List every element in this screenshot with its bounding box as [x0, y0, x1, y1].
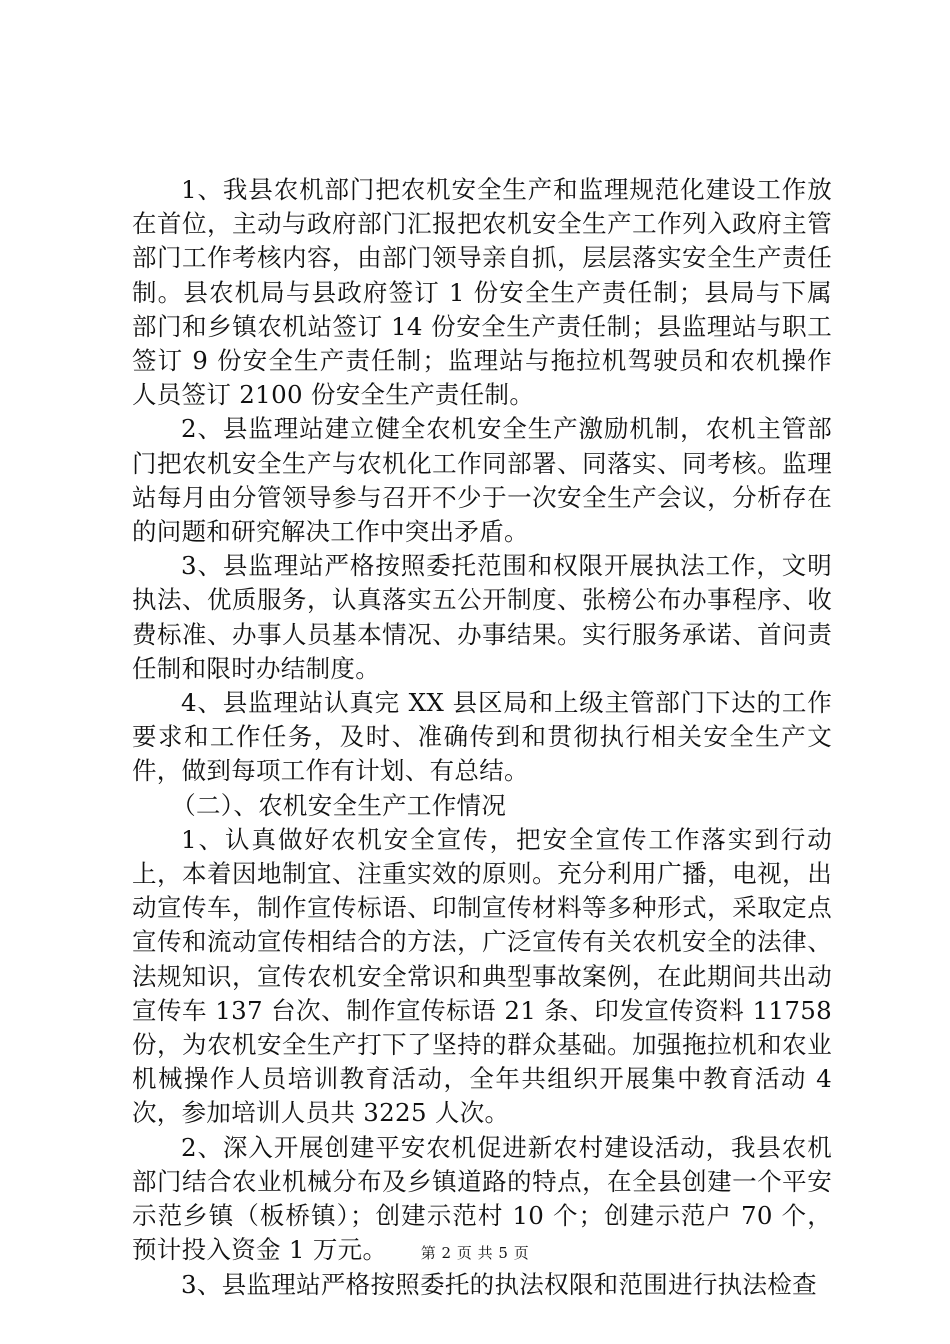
- paragraph-task-completion: 4、县监理站认真完 XX 县区局和上级主管部门下达的工作要求和工作任务，及时、准确传到和贯彻执行相关安全生产文件，做到每项工作有计划、有总结。: [132, 688, 832, 786]
- paragraph-incentive-mechanism: 2、县监理站建立健全农机安全生产激励机制，农机主管部门把农机安全生产与农机化工作同部署、同落实、同考核。监理站每月由分管领导参与召开不少于一次安全生产会议，分析存在的问题和研究解决工作中突出矛盾。: [132, 414, 832, 547]
- document-body: [132, 173, 832, 1302]
- page-number-footer: 第 2 页 共 5 页: [420, 1244, 530, 1262]
- paragraph-responsibility-system: 1、我县农机部门把农机安全生产和监理规范化建设工作放在首位，主动与政府部门汇报把农机安全生产工作列入政府主管部门工作考核内容，由部门领导亲自抓，层层落实安全生产责任制。县农机局与县政府签订 1 份安全生产责任制；县局与下属部门和乡镇农机站签订 14 份安全生产责任制；县监理站与职工签订 9 份安全生产责任制；监理站与拖拉机驾驶员和农机操作人员签订 2100 份安全生产责任制。: [132, 175, 832, 410]
- paragraph-safety-publicity: 1、认真做好农机安全宣传，把安全宣传工作落实到行动上，本着因地制宜、注重实效的原则。充分利用广播，电视，出动宣传车，制作宣传标语、印制宣传材料等多种形式，采取定点宣传和流动宣传相结合的方法，广泛宣传有关农机安全的法律、法规知识，宣传农机安全常识和典型事故案例，在此期间共出动宣传车 137 台次、制作宣传标语 21 条、印发宣传资料 11758 份，为农机安全生产打下了坚持的群众基础。加强拖拉机和农业机械操作人员培训教育活动，全年共组织开展集中教育活动 4 次，参加培训人员共 3225 人次。: [132, 824, 832, 1128]
- paragraph-law-enforcement: 3、县监理站严格按照委托范围和权限开展执法工作，文明执法、优质服务，认真落实五公开制度、张榜公布办事程序、收费标准、办事人员基本情况、办事结果。实行服务承诺、首问责任制和限时办结制度。: [132, 551, 832, 683]
- paragraph-enforcement-inspection: 3、县监理站严格按照委托的执法权限和范围进行执法检查: [181, 1269, 817, 1299]
- section-heading: （二）、农机安全生产工作情况: [171, 790, 507, 820]
- paragraph-safe-farm-machinery: 2、深入开展创建平安农机促进新农村建设活动，我县农机部门结合农业机械分布及乡镇道路的特点，在全县创建一个平安示范乡镇（板桥镇）；创建示范村 10 个；创建示范户 70 个，预计投入资金 1 万元。: [132, 1132, 832, 1265]
